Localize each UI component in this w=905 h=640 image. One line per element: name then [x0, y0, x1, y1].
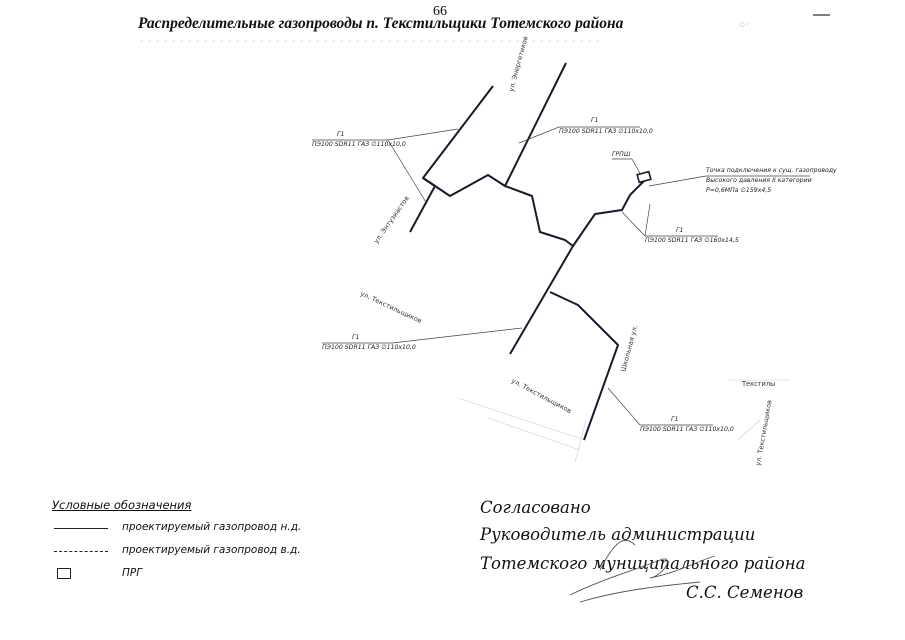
prg-station-icon [637, 172, 651, 183]
corner-faint-mark: ○ ◦ [740, 22, 750, 28]
locality-label: Текстилы [742, 380, 776, 388]
pipe-label-5-spec: ПЭ100 SDR11 ГАЗ ∅110х10,0 [640, 426, 734, 433]
prg-label: ГРПШ [612, 151, 631, 158]
legend-label-prg: ПРГ [122, 567, 143, 579]
connection-note-line-1: Точка подключения к сущ. газопроводу [706, 167, 837, 174]
signature-scribble [540, 520, 740, 610]
approval-line-2: Руководитель администрации [480, 525, 756, 544]
pipeline-left-branch [410, 86, 493, 232]
pipeline-southeast-branch [550, 292, 618, 440]
legend-label-high-pressure: проектируемый газопровод в.д. [122, 544, 301, 556]
pipe-label-1-spec: ПЭ100 SDR11 ГАЗ ∅110х10,0 [312, 141, 406, 148]
pipeline-south-trunk [510, 246, 573, 354]
legend-title: Условные обозначения [52, 498, 192, 512]
pipe-label-5-grade: Г1 [671, 416, 679, 423]
map-title: Распределительные газопроводы п. Текстильщики Тотемского района [138, 15, 624, 32]
legend-solid-line-symbol [54, 528, 108, 529]
legend-prg-square-icon [57, 568, 71, 579]
street-label-entuziastov: ул. Энтузиастов [372, 194, 411, 246]
street-label-tekstilshchikov-1: ул. Текстильщиков [359, 289, 423, 325]
connection-note-line-2: Высокого давления II категории [706, 177, 812, 184]
street-label-tekstilshchikov-2: ул. Текстильщиков [510, 376, 573, 416]
pipe-label-4-grade: Г1 [352, 334, 360, 341]
connection-note-line-3: Р=0,6МПа ∅159х4,5 [706, 187, 772, 194]
background-lines [458, 380, 790, 462]
pipe-label-2-grade: Г1 [591, 117, 599, 124]
street-label-shkolnaya: Школьная ул. [619, 324, 640, 373]
approval-line-1: Согласовано [480, 498, 591, 517]
pipe-label-4-spec: ПЭ100 SDR11 ГАЗ ∅110х10,0 [322, 344, 416, 351]
street-label-tekstilshchikov-3: ул. Текстильщиков [754, 399, 774, 467]
pipe-label-2-spec: ПЭ100 SDR11 ГАЗ ∅110х10,0 [559, 128, 653, 135]
legend-dashed-line-symbol [54, 551, 108, 552]
pipe-label-1-grade: Г1 [337, 131, 345, 138]
page-number: 66 [433, 4, 447, 19]
approval-signer: С.С. Семенов [686, 583, 804, 602]
pipe-label-3-spec: ПЭ100 SDR11 ГАЗ ∅160х14,5 [645, 237, 739, 244]
approval-line-3: Тотемского муниципального района [480, 554, 806, 573]
street-label-energetikov: ул. Энергетиков [507, 35, 530, 93]
pipe-label-3-grade: Г1 [676, 227, 684, 234]
pipeline-main-east [423, 175, 630, 246]
legend-label-low-pressure: проектируемый газопровод н.д. [122, 521, 302, 533]
